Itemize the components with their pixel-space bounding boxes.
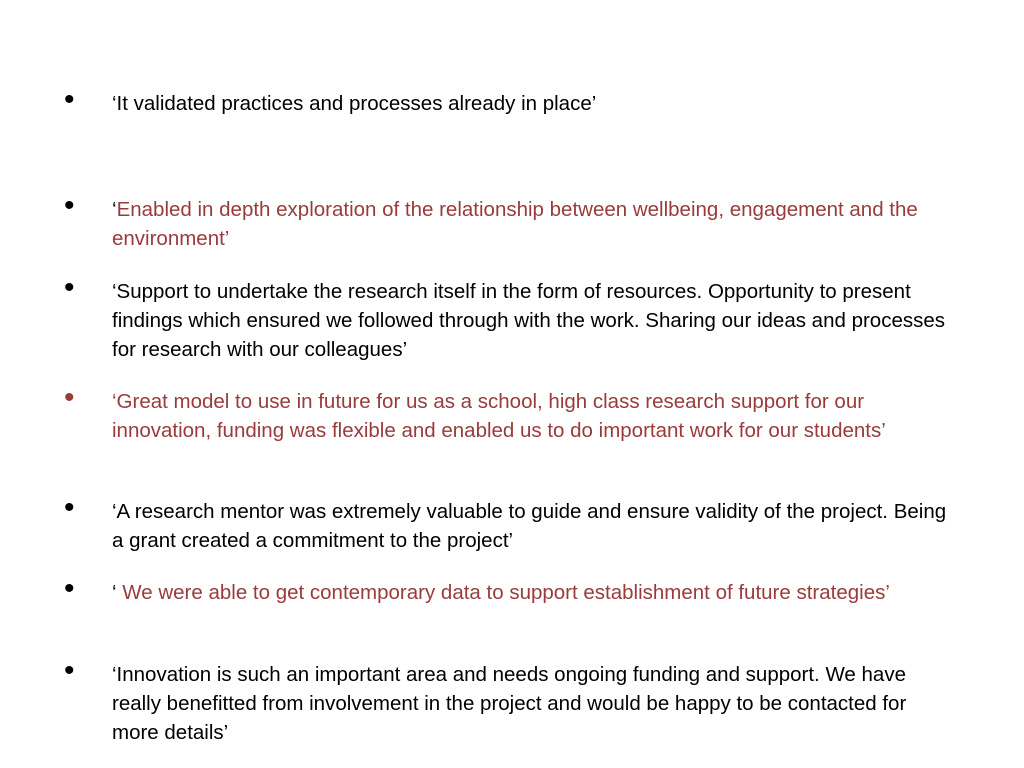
bullet-icon: • — [64, 271, 75, 304]
quote-text — [112, 387, 958, 445]
quote-text — [112, 497, 958, 555]
quote-text — [112, 89, 958, 118]
quote-body: ‘A research mentor was extremely valuable to guide and ensure validity of the project. Being a grant created a commitment to the project’ — [112, 500, 947, 552]
quote-body: ‘Support to undertake the research itself in the form of resources. Opportunity to present findings which ensured we followed through with the work. Sharing our ideas and processes for research with our colleagues’ — [112, 280, 946, 361]
quote-body: Enabled in depth exploration of the relationship between wellbeing, engagement and the environment’ — [112, 198, 918, 250]
quote-body: ‘It validated practices and processes already in place’ — [112, 92, 597, 115]
quote-body: ‘Great model to use in future for us as a school, high class research support for our innovation, funding was flexible and enabled us to do important work for our students’ — [112, 390, 886, 442]
quote-text — [112, 660, 958, 747]
bullet-icon: • — [64, 491, 75, 524]
quote-body: ‘Innovation is such an important area and needs ongoing funding and support. We have really benefitted from involvement in the project and would be happy to be contacted for more details’ — [112, 663, 907, 744]
quote-text — [112, 195, 958, 253]
quote-body: We were able to get contemporary data to support establishment of future strategies’ — [116, 581, 890, 604]
quote-text — [112, 277, 958, 364]
bullet-icon: • — [64, 83, 75, 116]
quote-lead: ‘ — [112, 581, 117, 604]
quote-text — [112, 578, 958, 607]
bullet-icon: • — [64, 189, 75, 222]
bullet-icon: • — [64, 572, 75, 605]
quote-lead: ‘ — [112, 198, 117, 221]
bullet-icon: • — [64, 654, 75, 687]
bullet-icon: • — [64, 381, 75, 414]
